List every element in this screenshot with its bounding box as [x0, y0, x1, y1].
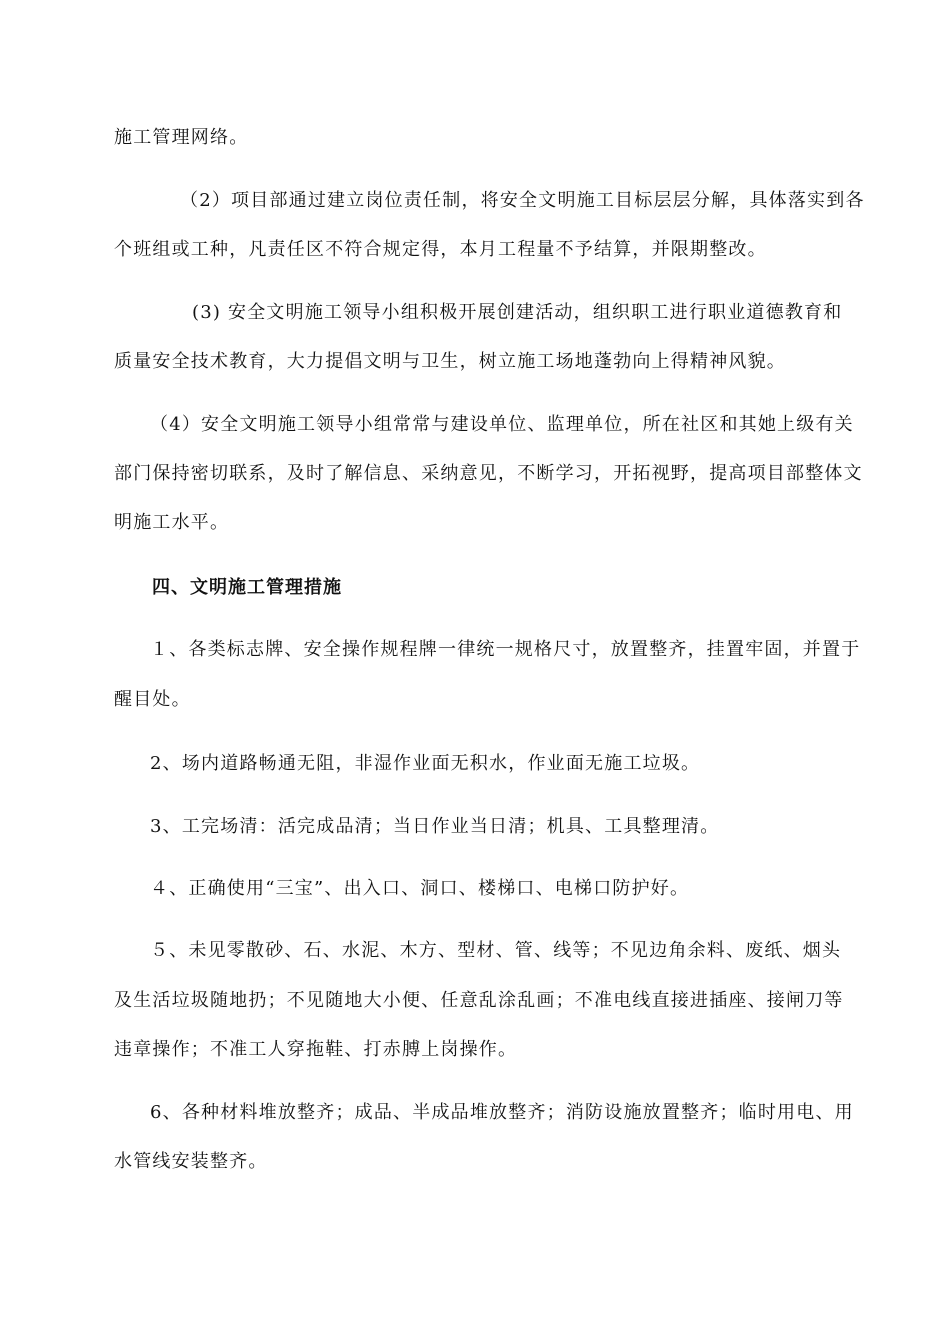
- paragraph-line: 部门保持密切联系，及时了解信息、采纳意见，不断学习，开拓视野，提高项目部整体文: [114, 463, 863, 484]
- paragraph-line: １、各类标志牌、安全操作规程牌一律统一规格尺寸，放置整齐，挂置牢固，并置于: [150, 639, 861, 660]
- paragraph-line: 2、场内道路畅通无阻，非湿作业面无积水，作业面无施工垃圾。: [150, 753, 701, 774]
- paragraph-line: ４、正确使用“三宝”、出入口、洞口、楼梯口、电梯口防护好。: [150, 878, 690, 899]
- paragraph-line: 醒目处。: [114, 689, 191, 710]
- paragraph-line: 施工管理网络。: [114, 127, 249, 148]
- paragraph-line: 明施工水平。: [114, 512, 230, 533]
- section-heading: 四、文明施工管理措施: [152, 577, 342, 598]
- paragraph-line: 质量安全技术教育，大力提倡文明与卫生，树立施工场地蓬勃向上得精神风貌。: [114, 351, 786, 372]
- paragraph-line: 3、工完场清：活完成品清；当日作业当日清；机具、工具整理清。: [150, 816, 720, 837]
- paragraph-line: ５、未见零散砂、石、水泥、木方、型材、管、线等；不见边角余料、废纸、烟头: [150, 940, 842, 961]
- paragraph-line: (3) 安全文明施工领导小组积极开展创建活动，组织职工进行职业道德教育和: [192, 302, 843, 323]
- paragraph-line: （4）安全文明施工领导小组常常与建设单位、监理单位，所在社区和其她上级有关: [150, 414, 854, 435]
- paragraph-line: 及生活垃圾随地扔；不见随地大小便、任意乱涂乱画；不准电线直接进插座、接闸刀等: [114, 990, 844, 1011]
- paragraph-line: 个班组或工种，凡责任区不符合规定得，本月工程量不予结算，并限期整改。: [114, 239, 767, 260]
- paragraph-line: 违章操作；不准工人穿拖鞋、打赤膊上岗操作。: [114, 1039, 518, 1060]
- paragraph-line: （2）项目部通过建立岗位责任制，将安全文明施工目标层层分解，具体落实到各: [180, 190, 865, 211]
- paragraph-line: 水管线安装整齐。: [114, 1151, 268, 1172]
- paragraph-line: 6、各种材料堆放整齐；成品、半成品堆放整齐；消防设施放置整齐；临时用电、用: [150, 1102, 854, 1123]
